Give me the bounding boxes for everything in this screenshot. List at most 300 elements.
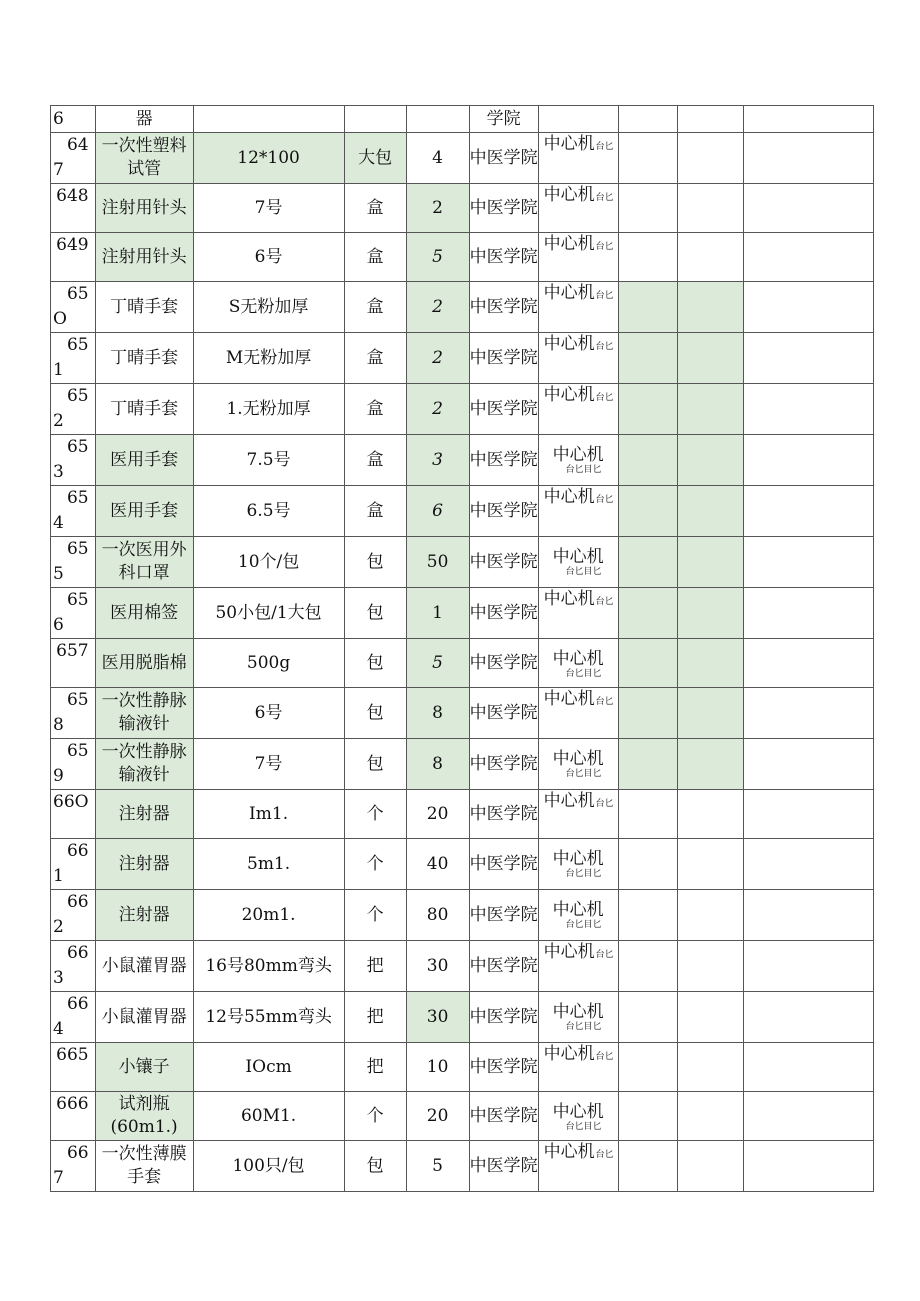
item-qty: 2 [406, 184, 469, 233]
row-number-part: 1 [53, 866, 64, 886]
dept-suffix: 台匕目匕 [565, 465, 602, 475]
row-number [51, 1043, 96, 1092]
dept-label: 中心机 [543, 589, 595, 609]
item-org: 中医学院 [469, 639, 538, 688]
item-org: 中医学院 [469, 941, 538, 992]
extra-cell [743, 790, 873, 839]
item-qty: 2 [406, 333, 469, 384]
row-number-part: 66 [66, 841, 89, 861]
item-name: 丁晴手套 [95, 384, 193, 435]
row-number [51, 184, 96, 233]
dept-label: 中心机 [543, 334, 595, 354]
table-row [51, 941, 874, 992]
item-spec: 12号55mm弯头 [193, 992, 344, 1043]
item-name: 一次医用外科口罩 [95, 537, 193, 588]
item-org: 中医学院 [469, 282, 538, 333]
item-unit: 把 [344, 992, 406, 1043]
extra-cell [618, 435, 677, 486]
item-spec: 6号 [193, 233, 344, 282]
extra-cell [677, 890, 743, 941]
table-row [51, 1043, 874, 1092]
item-spec [193, 106, 344, 133]
item-org: 中医学院 [469, 588, 538, 639]
extra-cell [677, 1043, 743, 1092]
item-qty: 40 [406, 839, 469, 890]
extra-cell [618, 639, 677, 688]
extra-cell [618, 233, 677, 282]
extra-cell [743, 588, 873, 639]
dept-label: 中心机 [552, 445, 604, 465]
extra-cell [618, 1043, 677, 1092]
extra-cell [677, 133, 743, 184]
item-spec: 100只/包 [193, 1141, 344, 1192]
dept-suffix: 台匕 [595, 142, 614, 152]
row-number [51, 992, 96, 1043]
item-org: 中医学院 [469, 890, 538, 941]
dept-suffix: 台匕目匕 [565, 567, 602, 577]
extra-cell [743, 1043, 873, 1092]
extra-cell [618, 133, 677, 184]
extra-cell [743, 106, 873, 133]
item-unit: 把 [344, 941, 406, 992]
extra-cell [743, 1092, 873, 1141]
extra-cell [677, 537, 743, 588]
dept-label: 中心机 [543, 283, 595, 303]
item-qty: 30 [406, 941, 469, 992]
item-qty: 8 [406, 688, 469, 739]
item-dept [538, 790, 618, 839]
row-number [51, 739, 96, 790]
item-unit: 包 [344, 739, 406, 790]
item-dept [538, 282, 618, 333]
extra-cell [743, 639, 873, 688]
row-number-part: 65 [66, 335, 89, 355]
dept-label: 中心机 [552, 900, 604, 920]
extra-cell [618, 384, 677, 435]
item-org: 中医学院 [469, 537, 538, 588]
item-org: 中医学院 [469, 184, 538, 233]
row-number [51, 890, 96, 941]
dept-suffix: 台匕目匕 [565, 1122, 602, 1132]
table-row [51, 537, 874, 588]
item-spec: 6.5号 [193, 486, 344, 537]
item-unit: 盒 [344, 486, 406, 537]
item-spec: Im1. [193, 790, 344, 839]
row-number [51, 941, 96, 992]
extra-cell [743, 233, 873, 282]
extra-cell [618, 282, 677, 333]
item-org: 学院 [469, 106, 538, 133]
row-number-part: 1 [53, 360, 64, 380]
table-row [51, 233, 874, 282]
extra-cell [618, 941, 677, 992]
item-qty: 6 [406, 486, 469, 537]
row-number-part: 64 [66, 135, 89, 155]
dept-suffix: 台匕目匕 [565, 769, 602, 779]
item-name: 丁晴手套 [95, 333, 193, 384]
item-spec: 5m1. [193, 839, 344, 890]
item-org: 中医学院 [469, 1092, 538, 1141]
item-spec: 16号80mm弯头 [193, 941, 344, 992]
item-qty: 20 [406, 790, 469, 839]
item-qty: 5 [406, 639, 469, 688]
dept-suffix: 台匕目匕 [565, 669, 602, 679]
item-qty: 3 [406, 435, 469, 486]
extra-cell [743, 133, 873, 184]
item-qty: 30 [406, 992, 469, 1043]
row-number-part: O [53, 309, 67, 329]
dept-label: 中心机 [543, 1142, 595, 1162]
item-name: 注射器 [95, 839, 193, 890]
extra-cell [677, 282, 743, 333]
table-row [51, 1092, 874, 1141]
extra-cell [677, 106, 743, 133]
item-dept [538, 233, 618, 282]
row-number [51, 688, 96, 739]
supply-table [50, 105, 874, 1192]
table-row [51, 435, 874, 486]
item-qty: 1 [406, 588, 469, 639]
dept-label: 中心机 [543, 234, 595, 254]
item-name: 一次性塑料试管 [95, 133, 193, 184]
item-org: 中医学院 [469, 384, 538, 435]
row-number-part: 6 [53, 615, 64, 635]
table-row [51, 1141, 874, 1192]
dept-label: 中心机 [543, 487, 595, 507]
extra-cell [677, 384, 743, 435]
item-name: 丁晴手套 [95, 282, 193, 333]
row-number [51, 133, 96, 184]
extra-cell [743, 282, 873, 333]
row-number-part: 666 [56, 1094, 89, 1114]
extra-cell [743, 384, 873, 435]
dept-suffix: 台匕 [595, 799, 614, 809]
row-number-part: 65 [66, 539, 89, 559]
extra-cell [743, 435, 873, 486]
item-qty: 80 [406, 890, 469, 941]
item-org: 中医学院 [469, 486, 538, 537]
item-dept [538, 1092, 618, 1141]
item-org: 中医学院 [469, 1043, 538, 1092]
row-number-part: 2 [53, 411, 64, 431]
extra-cell [677, 790, 743, 839]
table-row [51, 688, 874, 739]
row-number-part: 657 [56, 641, 89, 661]
item-dept [538, 1043, 618, 1092]
dept-suffix: 台匕目匕 [565, 920, 602, 930]
row-number-part: 2 [53, 917, 64, 937]
item-name: 注射器 [95, 790, 193, 839]
extra-cell [743, 890, 873, 941]
row-number [51, 1092, 96, 1141]
row-number-part: 3 [53, 968, 64, 988]
dept-suffix: 台匕 [595, 242, 614, 252]
item-org: 中医学院 [469, 1141, 538, 1192]
item-qty: 8 [406, 739, 469, 790]
extra-cell [618, 537, 677, 588]
item-unit: 盒 [344, 184, 406, 233]
row-number [51, 839, 96, 890]
item-dept [538, 588, 618, 639]
item-qty: 2 [406, 282, 469, 333]
dept-label: 中心机 [543, 134, 595, 154]
dept-suffix: 台匕 [595, 342, 614, 352]
dept-label: 中心机 [543, 689, 595, 709]
item-dept [538, 839, 618, 890]
item-qty [406, 106, 469, 133]
row-number-part: 4 [53, 513, 64, 533]
dept-label: 中心机 [552, 849, 604, 869]
item-spec: 7号 [193, 739, 344, 790]
row-number-part: 66O [53, 792, 89, 812]
row-number [51, 639, 96, 688]
extra-cell [677, 941, 743, 992]
table-row [51, 839, 874, 890]
extra-cell [677, 435, 743, 486]
dept-suffix: 台匕目匕 [565, 1022, 602, 1032]
extra-cell [677, 1141, 743, 1192]
item-dept [538, 639, 618, 688]
row-number-part: 66 [66, 943, 89, 963]
extra-cell [743, 1141, 873, 1192]
row-number: 6 [51, 106, 96, 133]
dept-label: 中心机 [543, 942, 595, 962]
item-unit: 个 [344, 1092, 406, 1141]
dept-label: 中心机 [552, 749, 604, 769]
row-number-part: 3 [53, 462, 64, 482]
row-number-part: 66 [66, 994, 89, 1014]
extra-cell [743, 688, 873, 739]
item-dept [538, 941, 618, 992]
dept-suffix: 台匕 [595, 1150, 614, 1160]
item-org: 中医学院 [469, 992, 538, 1043]
item-qty: 4 [406, 133, 469, 184]
item-name: 小镶子 [95, 1043, 193, 1092]
row-number-part: 66 [66, 892, 89, 912]
table-row [51, 790, 874, 839]
item-qty: 20 [406, 1092, 469, 1141]
row-number-part: 9 [53, 766, 64, 786]
table-row [51, 333, 874, 384]
extra-cell [618, 1141, 677, 1192]
item-name: 医用手套 [95, 486, 193, 537]
row-number [51, 486, 96, 537]
dept-label: 中心机 [552, 1102, 604, 1122]
item-unit: 盒 [344, 333, 406, 384]
row-number [51, 333, 96, 384]
row-number-part: 65 [66, 488, 89, 508]
extra-cell [618, 106, 677, 133]
row-number-part: 8 [53, 715, 64, 735]
extra-cell [618, 333, 677, 384]
extra-cell [618, 1092, 677, 1141]
item-spec: 500g [193, 639, 344, 688]
table-row [51, 184, 874, 233]
item-dept [538, 486, 618, 537]
item-dept [538, 739, 618, 790]
item-unit: 个 [344, 790, 406, 839]
row-number [51, 537, 96, 588]
extra-cell [618, 890, 677, 941]
item-spec: 10个/包 [193, 537, 344, 588]
item-dept [538, 890, 618, 941]
extra-cell [677, 839, 743, 890]
item-unit: 包 [344, 688, 406, 739]
row-number-part: 66 [66, 1143, 89, 1163]
item-name: 注射器 [95, 890, 193, 941]
item-spec: 7.5号 [193, 435, 344, 486]
item-unit: 盒 [344, 435, 406, 486]
item-name: 一次性静脉输液针 [95, 688, 193, 739]
item-org: 中医学院 [469, 739, 538, 790]
item-org: 中医学院 [469, 688, 538, 739]
table-row [51, 486, 874, 537]
item-qty: 10 [406, 1043, 469, 1092]
extra-cell [677, 992, 743, 1043]
item-spec: 6号 [193, 688, 344, 739]
dept-label: 中心机 [552, 649, 604, 669]
extra-cell [677, 588, 743, 639]
dept-suffix: 台匕 [595, 950, 614, 960]
table-row [51, 588, 874, 639]
table-row [51, 890, 874, 941]
extra-cell [677, 333, 743, 384]
dept-label: 中心机 [543, 791, 595, 811]
row-number-part: 665 [56, 1045, 89, 1065]
item-unit: 盒 [344, 384, 406, 435]
extra-cell [677, 739, 743, 790]
extra-cell [618, 739, 677, 790]
item-dept [538, 992, 618, 1043]
item-unit: 包 [344, 537, 406, 588]
dept-suffix: 台匕 [595, 1052, 614, 1062]
row-number-part: 65 [66, 386, 89, 406]
item-unit: 包 [344, 588, 406, 639]
extra-cell [743, 333, 873, 384]
item-dept [538, 106, 618, 133]
item-unit: 个 [344, 839, 406, 890]
dept-label: 中心机 [543, 185, 595, 205]
row-number-part: 5 [53, 564, 64, 584]
item-name: 一次性静脉输液针 [95, 739, 193, 790]
dept-label: 中心机 [543, 1044, 595, 1064]
item-name: 一次性薄膜手套 [95, 1141, 193, 1192]
row-number [51, 435, 96, 486]
extra-cell [743, 537, 873, 588]
item-name: 小鼠灌胃器 [95, 992, 193, 1043]
item-dept [538, 688, 618, 739]
item-spec: 1.无粉加厚 [193, 384, 344, 435]
item-dept [538, 333, 618, 384]
item-dept [538, 384, 618, 435]
row-number-part: 65 [66, 284, 89, 304]
row-number [51, 384, 96, 435]
table-row [51, 384, 874, 435]
item-dept [538, 1141, 618, 1192]
dept-suffix: 台匕 [595, 495, 614, 505]
extra-cell [618, 688, 677, 739]
extra-cell [743, 184, 873, 233]
item-org: 中医学院 [469, 839, 538, 890]
item-dept [538, 184, 618, 233]
table-row [51, 282, 874, 333]
item-dept [538, 435, 618, 486]
dept-suffix: 台匕 [595, 291, 614, 301]
item-dept [538, 537, 618, 588]
item-qty: 5 [406, 233, 469, 282]
extra-cell [677, 486, 743, 537]
item-name: 器 [95, 106, 193, 133]
table-row [51, 992, 874, 1043]
row-number [51, 233, 96, 282]
item-spec: 12*100 [193, 133, 344, 184]
item-org: 中医学院 [469, 133, 538, 184]
item-name: 注射用针头 [95, 184, 193, 233]
row-number-part: 65 [66, 741, 89, 761]
item-spec: S无粉加厚 [193, 282, 344, 333]
item-name: 医用脱脂棉 [95, 639, 193, 688]
item-name: 试剂瓶(60m1.) [95, 1092, 193, 1141]
row-number [51, 588, 96, 639]
extra-cell [743, 486, 873, 537]
item-unit: 个 [344, 890, 406, 941]
row-number-part: 648 [56, 186, 89, 206]
row-number-part: 7 [53, 160, 64, 180]
extra-cell [677, 184, 743, 233]
item-qty: 2 [406, 384, 469, 435]
dept-suffix: 台匕目匕 [565, 869, 602, 879]
extra-cell [618, 992, 677, 1043]
row-number-part: 649 [56, 235, 89, 255]
table-row [51, 639, 874, 688]
item-org: 中医学院 [469, 333, 538, 384]
item-name: 注射用针头 [95, 233, 193, 282]
extra-cell [743, 992, 873, 1043]
extra-cell [743, 941, 873, 992]
dept-suffix: 台匕 [595, 697, 614, 707]
extra-cell [743, 839, 873, 890]
extra-cell [618, 588, 677, 639]
row-number-part: 65 [66, 690, 89, 710]
row-number [51, 282, 96, 333]
row-number [51, 790, 96, 839]
item-spec: 7号 [193, 184, 344, 233]
extra-cell [677, 233, 743, 282]
item-unit: 大包 [344, 133, 406, 184]
extra-cell [618, 486, 677, 537]
item-spec: 20m1. [193, 890, 344, 941]
row-number-part: 65 [66, 437, 89, 457]
row-number-part: 4 [53, 1019, 64, 1039]
extra-cell [743, 739, 873, 790]
extra-cell [677, 1092, 743, 1141]
item-spec: M无粉加厚 [193, 333, 344, 384]
extra-cell [618, 184, 677, 233]
table-row [51, 739, 874, 790]
dept-suffix: 台匕 [595, 393, 614, 403]
row-number [51, 1141, 96, 1192]
item-unit: 包 [344, 1141, 406, 1192]
table-row [51, 106, 874, 133]
extra-cell [618, 790, 677, 839]
dept-suffix: 台匕 [595, 597, 614, 607]
extra-cell [677, 639, 743, 688]
item-unit: 盒 [344, 282, 406, 333]
item-org: 中医学院 [469, 790, 538, 839]
item-org: 中医学院 [469, 233, 538, 282]
dept-label: 中心机 [543, 385, 595, 405]
item-name: 医用手套 [95, 435, 193, 486]
